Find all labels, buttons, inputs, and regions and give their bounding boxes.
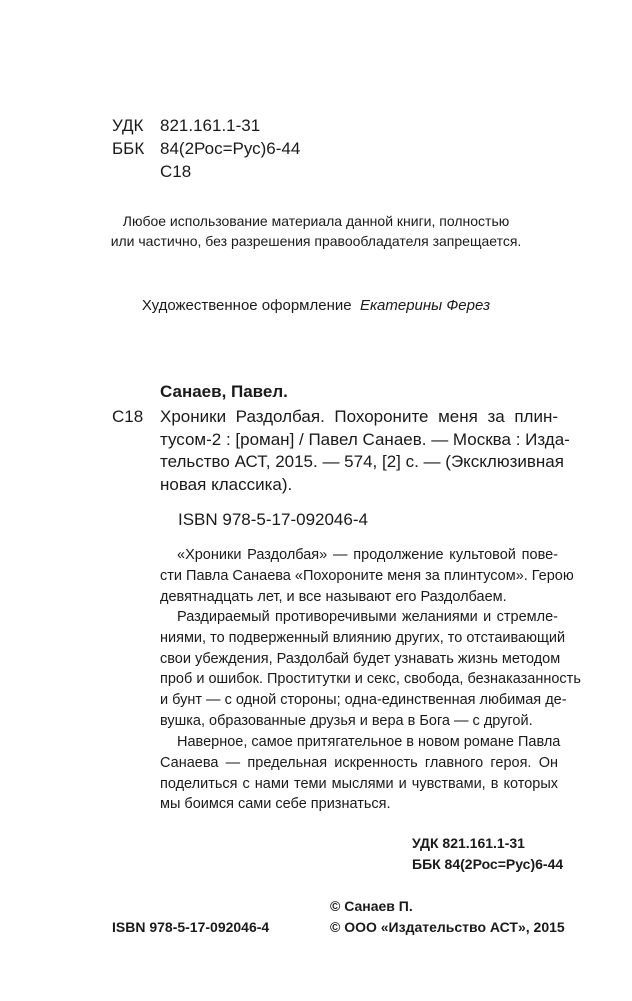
copyright-notice-line-1: Любое использование материала данной книги, полностью (122, 213, 510, 229)
catalog-mark: С18 (112, 407, 144, 426)
catalog-description-line: новая классика). (160, 474, 293, 494)
annotation-line: Раздираемый противоречивыми желаниями и стремле- (177, 609, 558, 625)
annotation-line: Наверное, самое притягательное в новом романе Павла (177, 734, 561, 750)
copyright-notice-line-2: или частично, без разрешения правообладателя запрещается. (110, 233, 522, 249)
annotation-paragraph-3 (160, 732, 561, 815)
author-mark: С18 (160, 162, 192, 181)
catalog-isbn: ISBN 978-5-17-092046-4 (178, 510, 368, 529)
udk-label: УДК (112, 116, 144, 135)
design-credit-label: Художественное оформление (141, 297, 352, 314)
annotation-line: девятнадцать лет, и все называют его Раздолбаем. (160, 588, 507, 605)
annotation-line: мы боимся сами себе признаться. (160, 796, 391, 813)
footer-copyright-author: © Санаев П. (330, 898, 413, 914)
annotation-line: вушка, образованные друзья и вера в Бога — с другой. (160, 712, 533, 729)
design-credit (0, 297, 632, 314)
bbk-label: ББК (112, 139, 145, 158)
catalog-description (160, 406, 570, 496)
annotation-line: Санаева — предельная искренность главного героя. Он (160, 754, 558, 771)
design-credit-name: Екатерины Ферез (359, 297, 491, 314)
catalog-author: Санаев, Павел. (160, 382, 288, 401)
annotation-line: сти Павла Санаева «Похороните меня за плинтусом». Герою (160, 567, 574, 584)
annotation-line: «Хроники Раздолбая» — продолжение культовой пове- (177, 547, 558, 563)
annotation-line: поделиться с нами теми мыслями и чувствами, в которых (160, 775, 558, 792)
annotation-line: и бунт — с одной стороны; одна-единственная любимая де- (160, 692, 567, 709)
catalog-description-line: тельство АСТ, 2015. — 574, [2] с. — (Эксклюзивная (160, 452, 564, 471)
footer-udk: УДК 821.161.1-31 (412, 835, 525, 851)
bbk-value: 84(2Рос=Рус)6-44 (160, 139, 301, 158)
annotation-line: ниями, то подверженный влиянию других, то отстаивающий (160, 629, 566, 646)
annotation-line: проб и ошибок. Проститутки и секс, свобода, безнаказанность (160, 671, 581, 688)
footer-isbn: ISBN 978-5-17-092046-4 (112, 919, 270, 935)
udk-value: 821.161.1-31 (160, 116, 261, 135)
annotation-paragraph-2 (160, 607, 581, 732)
annotation-paragraph-1 (160, 545, 574, 607)
footer-bbk: ББК 84(2Рос=Рус)6-44 (412, 856, 564, 872)
catalog-description-line: Хроники Раздолбая. Похороните меня за плин- (160, 407, 558, 426)
catalog-description-line: тусом-2 : [роман] / Павел Санаев. — Москва : Изда- (160, 429, 570, 449)
footer-copyright-publisher: © ООО «Издательство АСТ», 2015 (330, 919, 565, 935)
annotation-line: свои убеждения, Раздолбай будет узнавать жизнь методом (160, 650, 561, 667)
